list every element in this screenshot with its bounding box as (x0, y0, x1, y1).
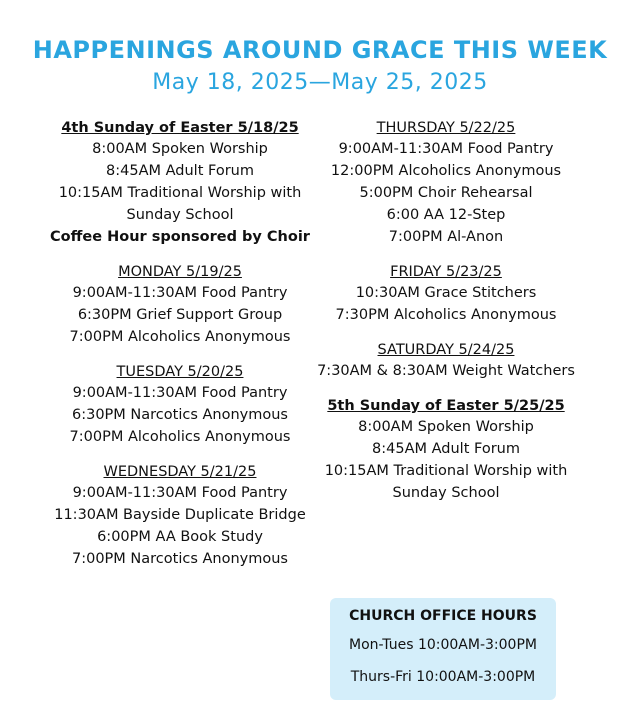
day-heading: FRIDAY 5/23/25 (390, 264, 502, 280)
office-hours-line: Mon-Tues 10:00AM-3:00PM (349, 637, 537, 653)
office-hours-heading: CHURCH OFFICE HOURS (349, 608, 537, 624)
event-line: Sunday School (392, 485, 500, 501)
event-line: 10:15AM Traditional Worship with (58, 185, 302, 201)
event-line: 10:15AM Traditional Worship with (324, 463, 568, 479)
day-sunday-5-25 (310, 396, 582, 504)
day-sunday-5-18 (46, 118, 314, 248)
church-office-hours-box (330, 598, 556, 700)
event-line: 5:00PM Choir Rehearsal (359, 185, 533, 201)
event-line: 6:30PM Grief Support Group (77, 307, 283, 323)
event-line: 8:45AM Adult Forum (106, 163, 254, 179)
day-thursday (310, 118, 582, 248)
day-tuesday (46, 362, 314, 448)
day-wednesday (46, 462, 314, 570)
event-line: 9:00AM-11:30AM Food Pantry (338, 141, 554, 157)
event-line: 6:00 AA 12-Step (386, 207, 506, 223)
event-line: 7:00PM Alcoholics Anonymous (69, 329, 291, 345)
event-line: 7:30AM & 8:30AM Weight Watchers (317, 363, 575, 379)
event-line: 8:00AM Spoken Worship (92, 141, 268, 157)
event-line: 7:00PM Al-Anon (388, 229, 504, 245)
event-line: 7:00PM Alcoholics Anonymous (69, 429, 291, 445)
event-line: 9:00AM-11:30AM Food Pantry (72, 285, 288, 301)
left-schedule-column (46, 118, 314, 584)
event-line: 12:00PM Alcoholics Anonymous (330, 163, 562, 179)
event-line: 8:00AM Spoken Worship (358, 419, 534, 435)
date-range: May 18, 2025—May 25, 2025 (152, 70, 488, 95)
event-line: 7:30PM Alcoholics Anonymous (335, 307, 557, 323)
event-line: 10:30AM Grace Stitchers (355, 285, 537, 301)
event-line: 9:00AM-11:30AM Food Pantry (72, 485, 288, 501)
day-heading: MONDAY 5/19/25 (118, 264, 242, 280)
office-hours-line: Thurs-Fri 10:00AM-3:00PM (350, 669, 536, 685)
page-title: HAPPENINGS AROUND GRACE THIS WEEK (32, 36, 608, 64)
day-heading: WEDNESDAY 5/21/25 (103, 464, 257, 480)
event-line: 11:30AM Bayside Duplicate Bridge (54, 507, 306, 523)
day-monday (46, 262, 314, 348)
coffee-hour-note: Coffee Hour sponsored by Choir (50, 229, 310, 245)
event-line: 6:00PM AA Book Study (97, 529, 263, 545)
day-heading: TUESDAY 5/20/25 (116, 364, 244, 380)
event-line: 9:00AM-11:30AM Food Pantry (72, 385, 288, 401)
day-friday (310, 262, 582, 326)
day-heading: SATURDAY 5/24/25 (377, 342, 515, 358)
event-line: Sunday School (126, 207, 234, 223)
event-line: 7:00PM Narcotics Anonymous (72, 551, 288, 567)
day-heading: THURSDAY 5/22/25 (376, 120, 516, 136)
day-saturday (310, 340, 582, 382)
day-heading: 5th Sunday of Easter 5/25/25 (327, 398, 565, 414)
event-line: 8:45AM Adult Forum (372, 441, 520, 457)
right-schedule-column (310, 118, 582, 518)
event-line: 6:30PM Narcotics Anonymous (72, 407, 288, 423)
day-heading: 4th Sunday of Easter 5/18/25 (61, 120, 299, 136)
